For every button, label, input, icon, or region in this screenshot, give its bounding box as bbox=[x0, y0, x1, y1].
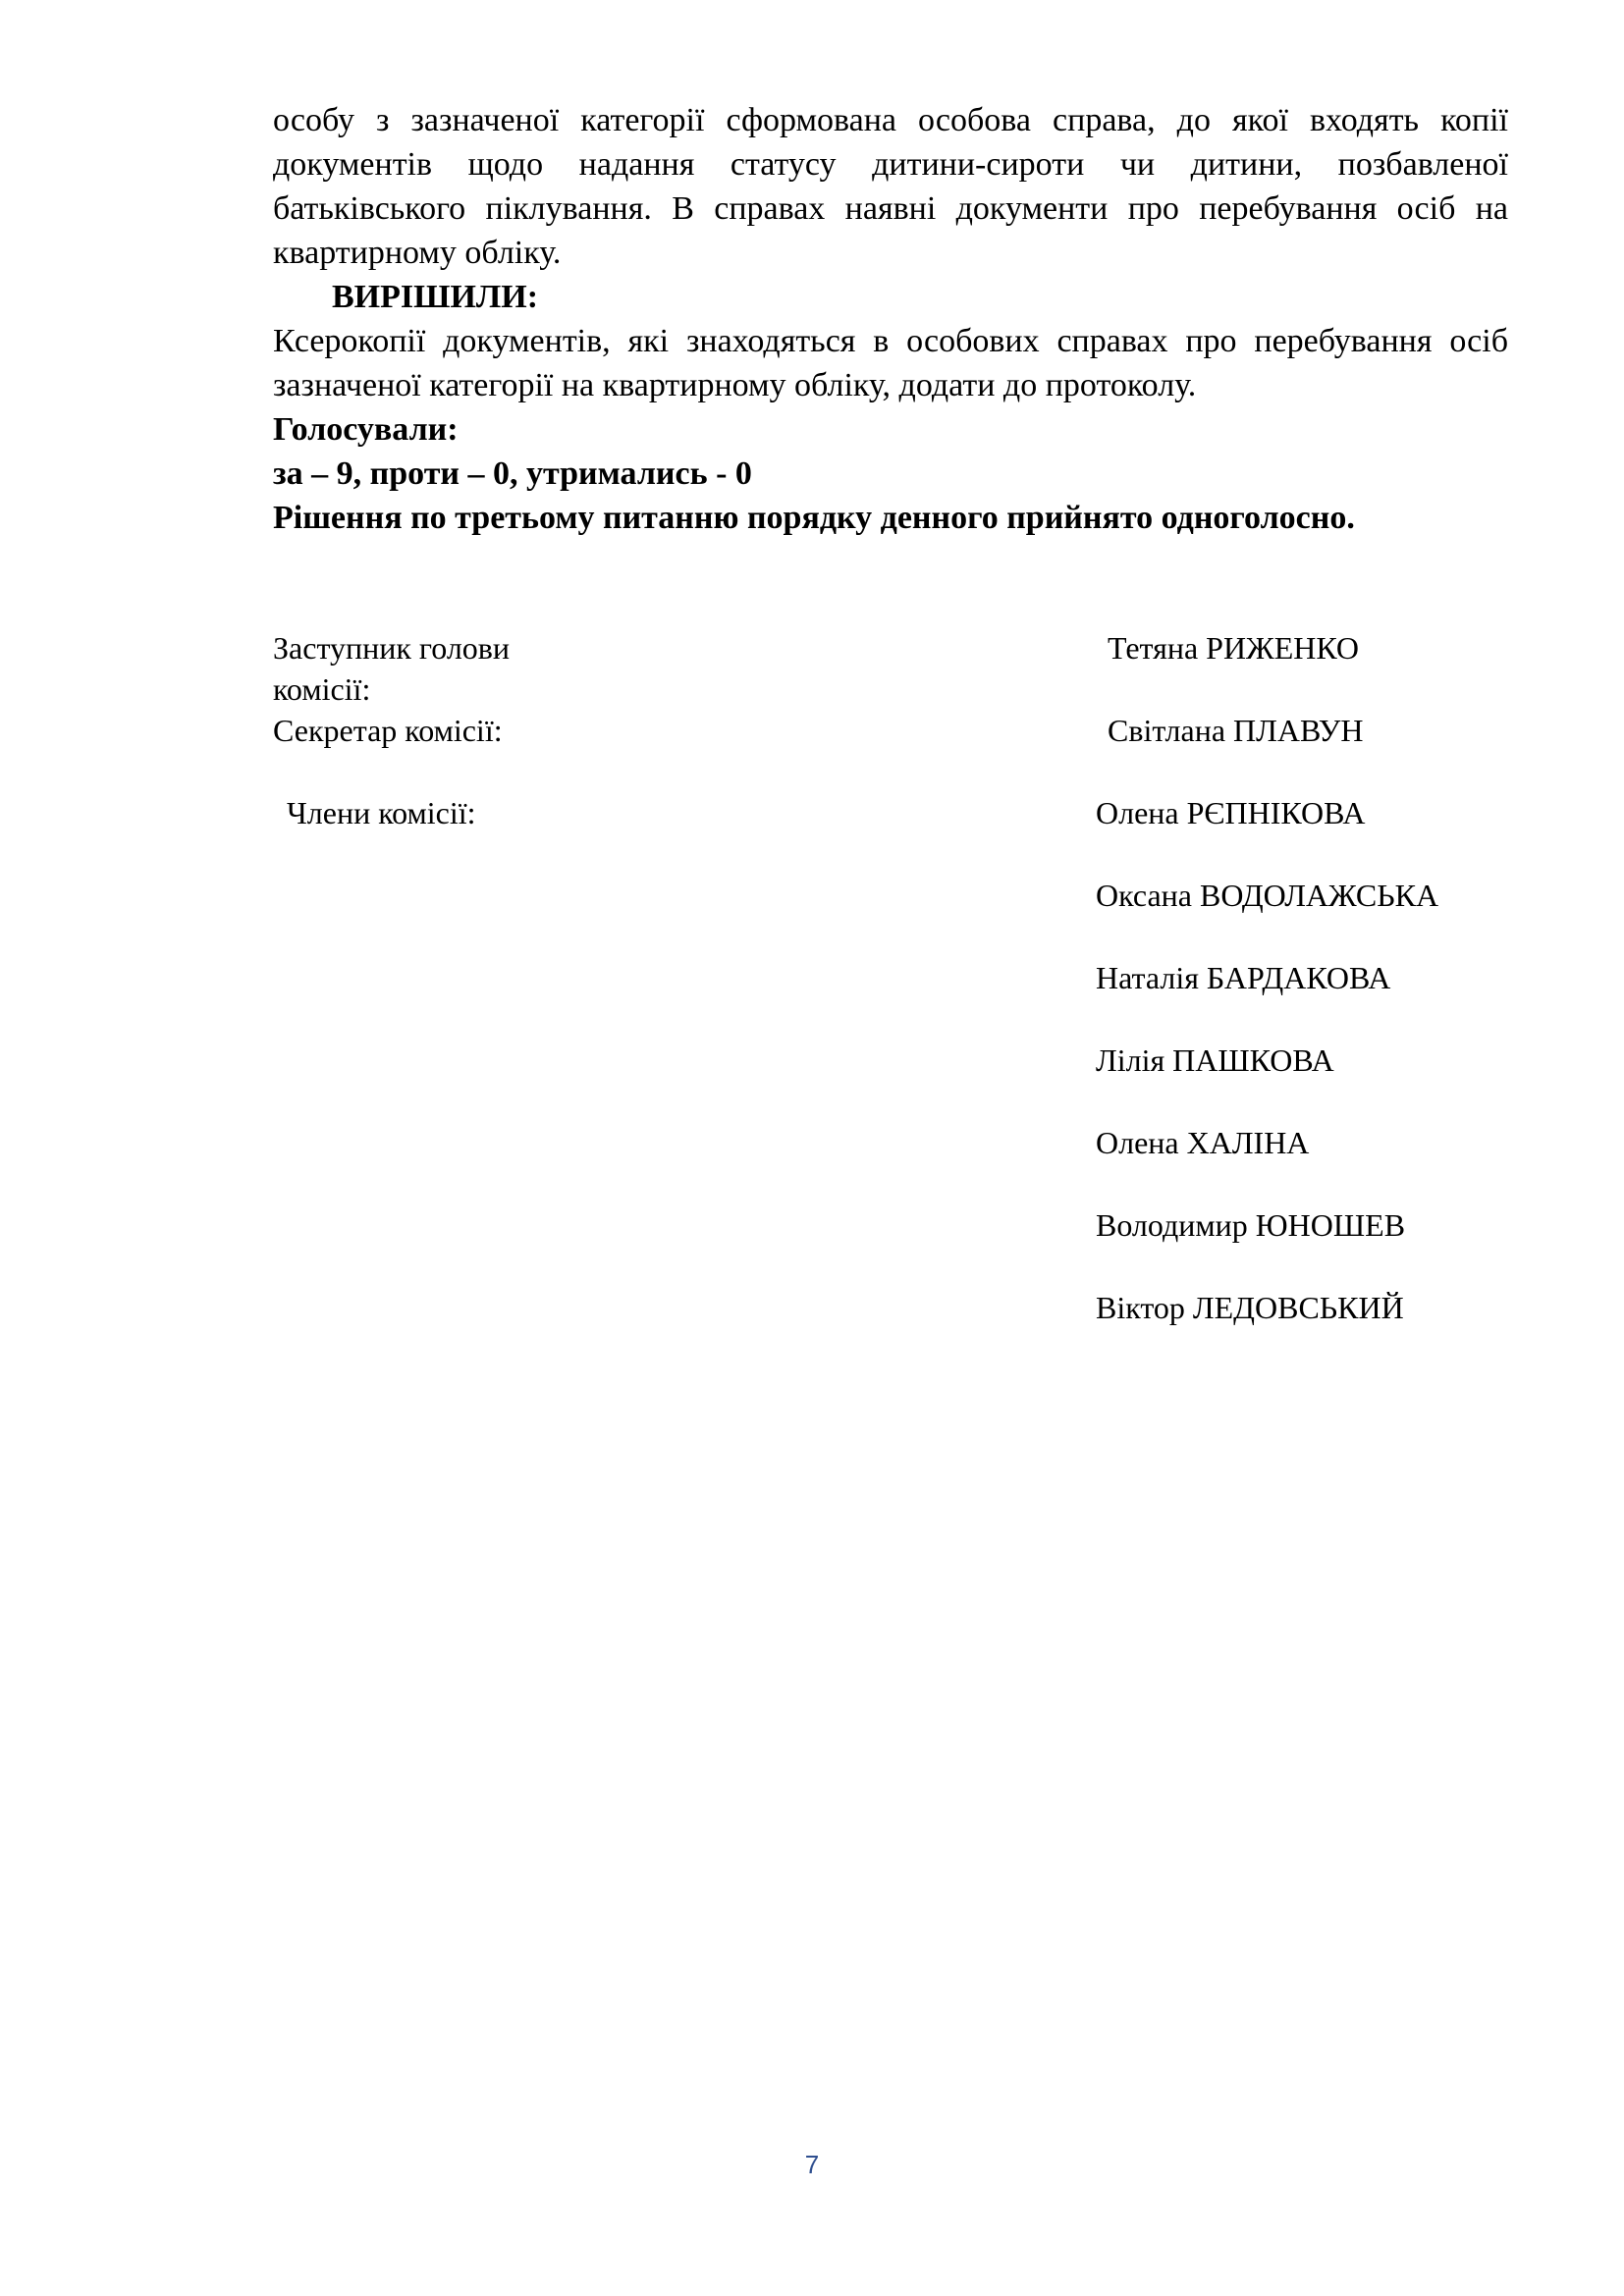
member-name: Оксана ВОДОЛАЖСЬКА bbox=[1096, 878, 1439, 913]
intro-paragraph: особу з зазначеної категорії сформована особова справа, до якої входять копії документів щодо надання статусу дитини-сироти чи дитини, позбавленої батьківського піклування. В справах наявні документи про перебування осіб на квартирному обліку. bbox=[273, 102, 1508, 271]
member-name: Володимир ЮНОШЕВ bbox=[1096, 1207, 1406, 1243]
member-name: Наталія БАРДАКОВА bbox=[1096, 960, 1391, 995]
resolved-heading: ВИРІШИЛИ: bbox=[332, 279, 539, 315]
members-role: Члени комісії: bbox=[287, 795, 476, 830]
page-number: 7 bbox=[804, 2150, 820, 2179]
deputy-role-line2: комісії: bbox=[273, 671, 371, 707]
deputy-name: Тетяна РИЖЕНКО bbox=[1108, 630, 1360, 666]
member-name: Лілія ПАШКОВА bbox=[1096, 1042, 1334, 1078]
vote-result: за – 9, проти – 0, утримались - 0 bbox=[273, 455, 752, 492]
resolution-text: Ксерокопії документів, які знаходяться в особових справах про перебування осіб зазначеної категорії на квартирному обліку, додати до протоколу. bbox=[273, 323, 1508, 403]
decision-statement: Рішення по третьому питанню порядку денного прийнято одноголосно. bbox=[273, 500, 1355, 536]
deputy-role-line1: Заступник голови bbox=[273, 630, 511, 666]
voted-heading: Голосували: bbox=[273, 411, 459, 448]
member-name: Віктор ЛЕДОВСЬКИЙ bbox=[1096, 1290, 1404, 1325]
document-body bbox=[273, 98, 1508, 540]
secretary-name: Світлана ПЛАВУН bbox=[1108, 713, 1364, 748]
member-name: Олена РЄПНІКОВА bbox=[1096, 795, 1366, 830]
member-name: Олена ХАЛІНА bbox=[1096, 1125, 1310, 1160]
secretary-role: Секретар комісії: bbox=[273, 713, 503, 748]
